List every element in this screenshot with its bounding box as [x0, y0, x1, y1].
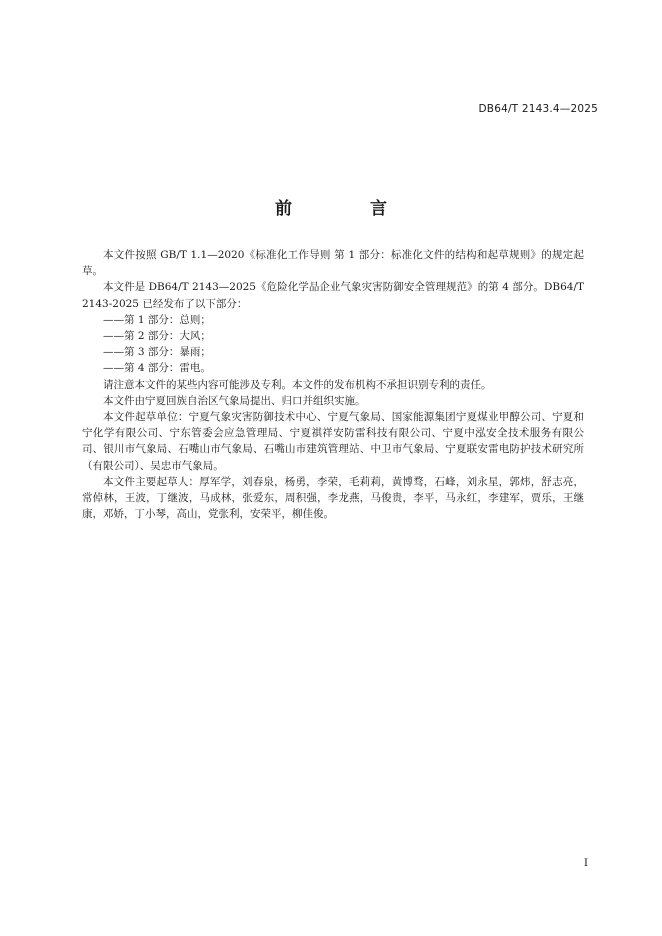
list-item: ——第 2 部分：大风； [103, 330, 211, 343]
page-title: 前 言 [275, 199, 423, 219]
list-item: ——第 1 部分：总则； [103, 313, 211, 326]
paragraph-drafters: 本文件主要起草人：厚军学，刘春泉，杨勇，李荣，毛莉莉，黄博骛，石峰，刘永星，郭炜，舒志亮，常倬林，王波，丁继波，马成林，张爱东，周积强，李龙燕，马俊贵，李平，马永红，李建军，贾乐，王继康，邓娇，丁小琴，高山，党张利，安荣平，柳佳俊。 [82, 475, 584, 521]
paragraph-proposer: 本文件由宁夏回族自治区气象局提出、归口并组织实施。 [103, 394, 366, 407]
list-item: ——第 3 部分：暴雨； [103, 346, 211, 359]
list-item: ——第 4 部分：雷电。 [103, 362, 211, 375]
page-number: I [583, 857, 588, 869]
foreword-body [82, 247, 584, 522]
parts-list [82, 312, 584, 377]
document-code: DB64/T 2143.4—2025 [478, 103, 598, 115]
paragraph-document-part: 本文件是 DB64/T 2143—2025《危险化学品企业气象灾害防御安全管理规范》的第 4 部分。DB64/T 2143-2025 已经发布了以下部分： [82, 281, 584, 310]
paragraph-patent-notice: 请注意本文件的某些内容可能涉及专利。本文件的发布机构不承担识别专利的责任。 [103, 378, 492, 391]
paragraph-drafting-basis: 本文件按照 GB/T 1.1—2020《标准化工作导则 第 1 部分：标准化文件的结构和起草规则》的规定起草。 [82, 249, 584, 278]
paragraph-drafting-units: 本文件起草单位：宁夏气象灾害防御技术中心、宁夏气象局、国家能源集团宁夏煤业甲醇公司、宁夏和宁化学有限公司、宁东管委会应急管理局、宁夏祺祥安防雷科技有限公司、宁夏中泓安全技术服务有限公司、银川市气象局、石嘴山市气象局、石嘴山市建筑管理站、中卫市气象局、宁夏联安雷电防护技术研究所（有限公司）、吴忠市气象局。 [82, 411, 584, 472]
